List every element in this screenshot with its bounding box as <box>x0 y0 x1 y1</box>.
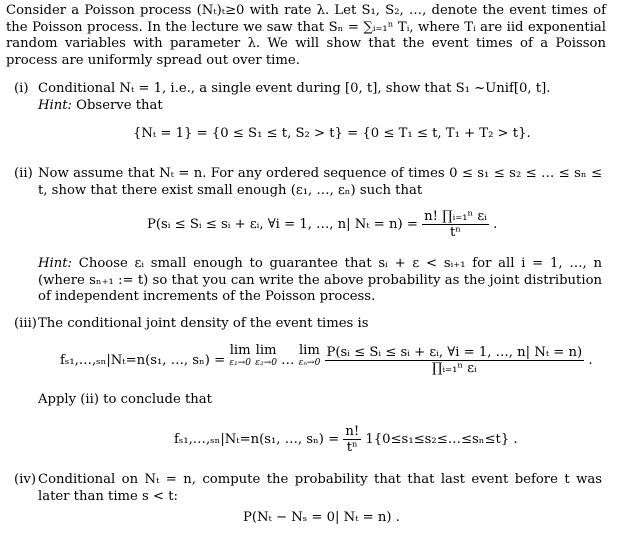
part-iii-label: (iii) <box>14 316 37 331</box>
part-iii-eq2-denominator: tⁿ <box>346 440 358 455</box>
part-iii-eq1-denominator: ∏ᵢ₌₁ⁿ εᵢ <box>431 361 477 376</box>
part-iv-text: Conditional on Nₜ = n, compute the probability that that last event before t was later than time s < t: <box>38 472 602 504</box>
part-iii-eq1-lhs: fₛ₁,…,ₛₙ|Nₜ=n(s₁, …, sₙ) = <box>60 353 226 368</box>
part-ii-label: (ii) <box>14 166 33 181</box>
part-iv-label: (iv) <box>14 472 36 487</box>
part-ii-hint-text: Choose εᵢ small enough to guarantee that sᵢ + ε < sᵢ₊₁ for all i = 1, …, n (where sₙ₊₁ := t) so that you can write the above probability as the joint distribution of independent increments of the Poisson process. <box>38 256 602 304</box>
part-ii-hint-label: Hint: <box>38 256 72 271</box>
part-iii-eq1-fraction <box>325 345 585 376</box>
part-iii-eq2-tail: 1{0≤s₁≤s₂≤…≤sₙ≤t} . <box>365 432 518 447</box>
part-iii-equation-1 <box>60 345 593 376</box>
part-iii-apply-text: Apply (ii) to conclude that <box>38 392 212 407</box>
part-iii-eq1-tail: . <box>588 353 593 368</box>
limit-3: lim εₙ→0 <box>298 343 321 368</box>
part-iii-apply <box>14 392 602 409</box>
part-i-text: Conditional Nₜ = 1, i.e., a single event during [0, t], show that S₁ ~Unif[0, t]. <box>38 81 551 96</box>
intro-paragraph: Consider a Poisson process (Nₜ)ₜ≥0 with rate λ. Let S₁, S₂, …, denote the event times of the Poisson process. In the lecture we saw that Sₙ = ∑ᵢ₌₁ⁿ Tᵢ, where Tᵢ are iid exponential random variables with parameter λ. We will show that the event times of a Poisson process are uniformly spread out over time. <box>6 3 606 68</box>
part-iii-text: The conditional joint density of the event times is <box>38 316 369 331</box>
part-iv-equation: P(Nₜ − Nₛ = 0| Nₜ = n) . <box>243 510 400 525</box>
part-i-equation: {Nₜ = 1} = {0 ≤ S₁ ≤ t, S₂ > t} = {0 ≤ T₁ ≤ t, T₁ + T₂ > t}. <box>133 126 531 141</box>
part-ii-eq-fraction <box>422 209 489 240</box>
part-iii-eq2-fraction <box>343 424 361 455</box>
part-ii-hint <box>14 256 602 306</box>
limit-2: lim ε₂→0 <box>255 343 277 368</box>
limit-1: lim ε₁→0 <box>229 343 252 368</box>
part-i-hint-text: Observe that <box>76 97 163 113</box>
part-iii-eq2-numerator: n! <box>345 424 360 439</box>
part-ii <box>14 166 602 199</box>
part-iii-equation-2 <box>174 424 518 455</box>
part-ii-eq-numerator: n! ∏ᵢ₌₁ⁿ εᵢ <box>424 209 487 224</box>
limit-dots: … <box>281 353 295 368</box>
part-iii-eq1-numerator: P(sᵢ ≤ Sᵢ ≤ sᵢ + εᵢ, ∀i = 1, …, n| Nₜ = n) <box>326 345 583 360</box>
part-ii-equation <box>147 209 497 240</box>
part-iii <box>14 316 602 333</box>
part-i-hint-label: Hint: <box>38 97 72 113</box>
part-ii-eq-tail: . <box>493 217 498 232</box>
part-i-label: (i) <box>14 81 29 96</box>
part-ii-eq-lhs: P(sᵢ ≤ Sᵢ ≤ sᵢ + εᵢ, ∀i = 1, …, n| Nₜ = n) = <box>147 217 418 232</box>
part-ii-text: Now assume that Nₜ = n. For any ordered sequence of times 0 ≤ s₁ ≤ s₂ ≤ … ≤ sₙ ≤ t, show that there exist small enough (ε₁, …, εₙ) such that <box>38 166 602 198</box>
part-iv <box>14 472 602 505</box>
part-i <box>14 81 602 114</box>
part-ii-eq-denominator: tⁿ <box>449 225 461 240</box>
part-iii-eq2-lhs: fₛ₁,…,ₛₙ|Nₜ=n(s₁, …, sₙ) = <box>174 432 340 447</box>
